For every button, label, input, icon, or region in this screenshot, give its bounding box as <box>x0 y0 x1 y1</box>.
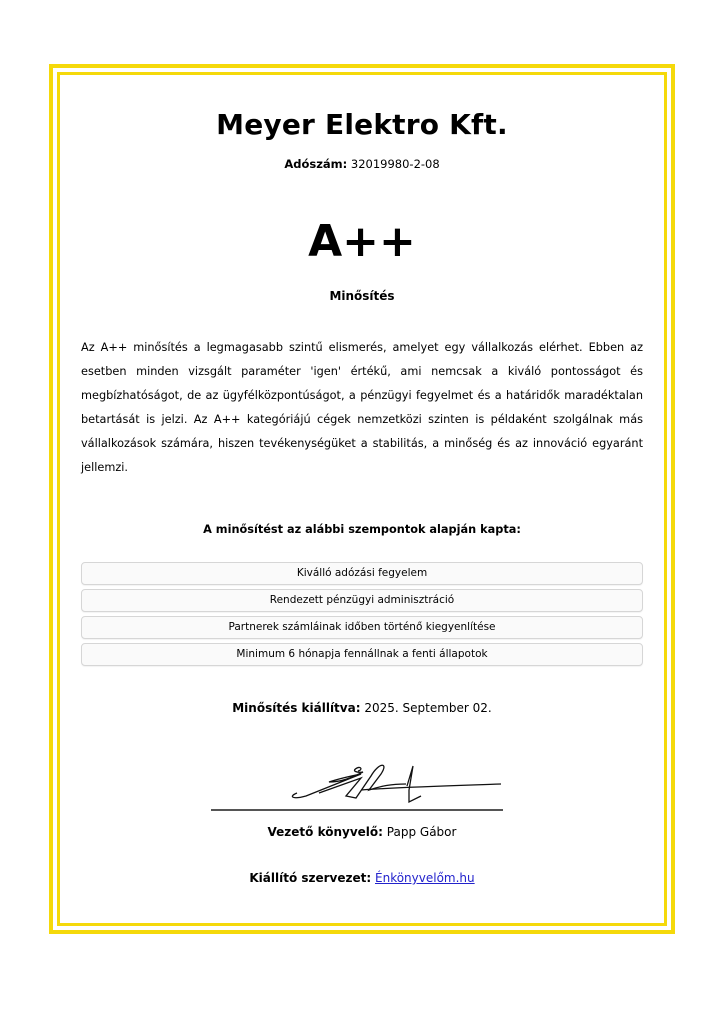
accountant <box>53 825 671 839</box>
issuer <box>53 871 671 885</box>
issued-value: 2025. September 02. <box>364 701 492 715</box>
accountant-name: Papp Gábor <box>386 825 457 839</box>
criteria-list <box>81 562 643 670</box>
tax-id-label: Adószám: <box>284 157 348 171</box>
issuer-label: Kiállító szervezet: <box>249 871 372 885</box>
issued-date <box>53 701 671 715</box>
criteria-title: A minősítést az alábbi szempontok alapján kapta: <box>203 523 521 536</box>
grade-label: Minősítés <box>329 289 395 303</box>
company-name: Meyer Elektro Kft. <box>216 108 508 141</box>
issuer-link[interactable]: Énkönyvelőm.hu <box>375 871 475 885</box>
criteria-item: Partnerek számláinak időben történő kiegyenlítése <box>81 616 643 639</box>
signature-icon <box>211 756 503 806</box>
certificate-content <box>53 68 671 930</box>
grade-description: Az A++ minősítés a legmagasabb szintű elismerés, amelyet egy vállalkozás elérhet. Ebben az esetben minden vizsgált paraméter 'igen' értékű, ami nemcsak a kiváló pontosságot és megbízhatóságot, de az ügyfélközpontúságot, a pénzügyi fegyelmet és a határidők maradéktalan betartását is jelzi. Az A++ kategóriájú cégek nemzetközi szinten is példaként szolgálnak más vállalkozások számára, hiszen tevékenységüket a stabilitás, a minőség és az innováció egyaránt jellemzi. <box>81 341 643 474</box>
signature-line <box>211 809 503 811</box>
criteria-item: Kiválló adózási fegyelem <box>81 562 643 585</box>
signature <box>211 756 503 806</box>
certificate-outer-border <box>49 64 675 934</box>
issued-label: Minősítés kiállítva: <box>232 701 361 715</box>
tax-id-value: 32019980-2-08 <box>350 157 440 171</box>
grade: A++ <box>308 216 416 267</box>
criteria-item: Rendezett pénzügyi adminisztráció <box>81 589 643 612</box>
accountant-label: Vezető könyvelő: <box>267 825 383 839</box>
criteria-item: Minimum 6 hónapja fennállnak a fenti állapotok <box>81 643 643 666</box>
tax-id <box>53 157 671 171</box>
